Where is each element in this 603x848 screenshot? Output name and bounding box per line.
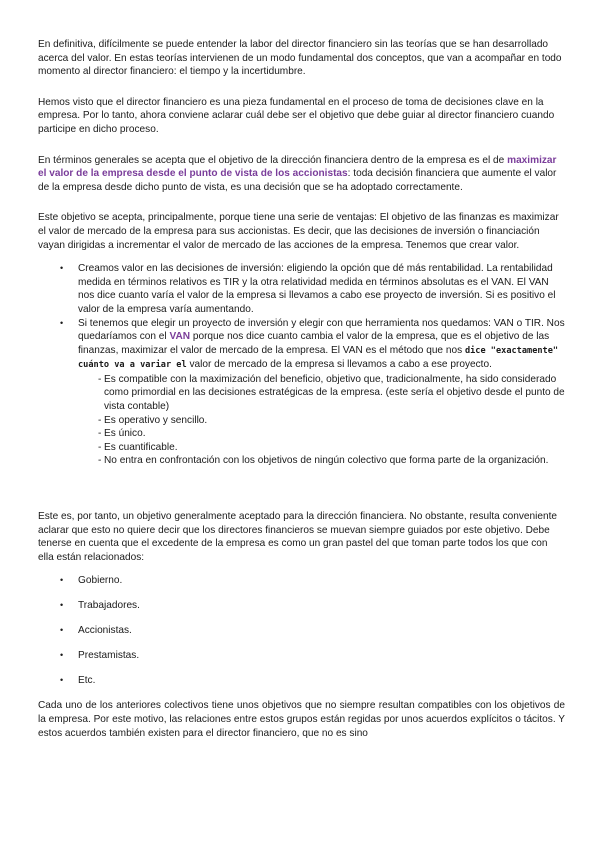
value-bullet-list xyxy=(38,262,565,468)
list-item xyxy=(38,624,565,649)
van-highlight: VAN xyxy=(169,331,191,343)
list-item xyxy=(38,599,565,624)
stakeholder-label: Accionistas. xyxy=(78,625,132,637)
bullet-icon: • xyxy=(60,263,64,274)
objective-text-after: : toda decisión financiera que aumente el valor de la empresa desde dicho punto de vista, es una decisión que se ha adoptado correctamente. xyxy=(38,168,557,193)
dash-icon: - xyxy=(98,441,102,453)
list-item xyxy=(38,317,565,469)
dash-icon: - xyxy=(98,414,102,426)
stakeholder-label: Trabajadores. xyxy=(78,600,140,612)
stakeholder-list xyxy=(38,574,565,699)
bullet-text-part1: Si tenemos que elegir un proyecto de inversión y elegir con que herramienta nos quedamos: VAN o TIR. Nos quedaríamos con el xyxy=(78,317,565,343)
dash-text: Es compatible con la maximización del beneficio, objetivo que, tradicionalmente, ha sido considerado como primordial en las decisiones estratégicas de la empresa. (este sería el objetivo desde el punto de vista contable) xyxy=(104,373,565,413)
stakeholder-label: Prestamistas. xyxy=(78,650,140,662)
bullet-icon: • xyxy=(60,675,64,686)
dash-text: Es operativo y sencillo. xyxy=(104,414,208,426)
list-item xyxy=(38,427,565,441)
bullet-text-part2: porque nos dice cuanto cambia el valor de la empresa, que es el objetivo de las finanzas, maximizar el valor de mercado de la empresa. El VAN es el método que nos xyxy=(78,331,550,356)
objective-highlight: maximizar el valor de la empresa desde el punto de vista de los accionistas xyxy=(38,154,557,180)
list-item xyxy=(38,441,565,455)
advantages-paragraph: Este objetivo se acepta, principalmente, porque tiene una serie de ventajas: El objetivo de las finanzas es maximizar el valor de mercado de la empresa para sus accionistas. Es decir, que las decisiones de inversión o financiación vayan dirigidas a incrementar el valor de mercado de las acciones de la empresa. Tenemos que crear valor. xyxy=(38,212,559,251)
list-item xyxy=(38,649,565,674)
bullet-icon: • xyxy=(60,650,64,661)
stakeholder-label: Etc. xyxy=(78,675,96,687)
list-item xyxy=(38,414,565,428)
intro-paragraph: En definitiva, difícilmente se puede entender la labor del director financiero sin las teorías que se han desarrollado acerca del valor. En estas teorías intervienen de un modo fundamental dos conceptos, que van a acompañar en todo momento al director financiero: el tiempo y la incertidumbre. xyxy=(38,39,562,78)
stakeholder-label: Gobierno. xyxy=(78,575,123,587)
pie-paragraph: Este es, por tanto, un objetivo generalmente aceptado para la dirección financiera. No obstante, resulta conveniente aclarar que esto no quiere decir que los directores financieros se muevan siempre guiados por este objetivo. Debe tenerse en cuenta que el excedente de la empresa es como un gran pastel del que toman parte todos los que con ella están relacionados: xyxy=(38,511,558,563)
bullet-icon: • xyxy=(60,600,64,611)
section-spacer xyxy=(38,468,565,510)
dash-icon: - xyxy=(98,373,102,385)
emphasis-text: dice "exactamente" cuánto va a variar el xyxy=(78,345,559,371)
list-item xyxy=(38,454,565,468)
director-role-paragraph: Hemos visto que el director financiero es una pieza fundamental en el proceso de toma de decisiones clave en la empresa. Por lo tanto, ahora conviene aclarar cuál debe ser el objetivo que debe guiar al director financiero cuando participe en dicho proceso. xyxy=(38,96,555,135)
objective-text-before: En términos generales se acepta que el objetivo de la dirección financiera dentro de la empresa es el de xyxy=(38,154,508,166)
bullet-icon: • xyxy=(60,317,64,328)
dash-text: Es cuantificable. xyxy=(104,441,178,453)
dash-icon: - xyxy=(98,428,102,440)
dash-text: Es único. xyxy=(104,428,146,440)
objective-paragraph xyxy=(38,154,565,195)
list-item xyxy=(38,373,565,414)
dash-text: No entra en confrontación con los objetivos de ningún colectivo que forma parte de la organización. xyxy=(104,455,549,467)
list-item xyxy=(38,262,565,316)
closing-paragraph: Cada uno de los anteriores colectivos tiene unos objetivos que no siempre resultan compatibles con los objetivos de la empresa. Por este motivo, las relaciones entre estos grupos están regidas por unos acuerdos explícitos o tácitos. Y estos acuerdos también existen para el director financiero, que no es sino xyxy=(38,700,565,739)
bullet-text-part3: valor de mercado de la empresa si llevamos a cabo a ese proyecto. xyxy=(186,359,492,371)
list-item xyxy=(38,674,565,699)
bullet-icon: • xyxy=(60,625,64,636)
bullet-text: Creamos valor en las decisiones de inversión: eligiendo la opción que dé más rentabilidad. La rentabilidad medida en términos relativos es TIR y la otra relatividad medida en términos absolutas es el VAN. El VAN nos dice cuanto varía el valor de la empresa si llevamos a cabo ese proyecto de inversión. Si es positivo el valor de la empresa varía aumentando. xyxy=(78,263,556,315)
list-item xyxy=(38,574,565,599)
dash-icon: - xyxy=(98,455,102,467)
bullet-icon: • xyxy=(60,575,64,586)
advantages-dash-list xyxy=(38,373,565,468)
